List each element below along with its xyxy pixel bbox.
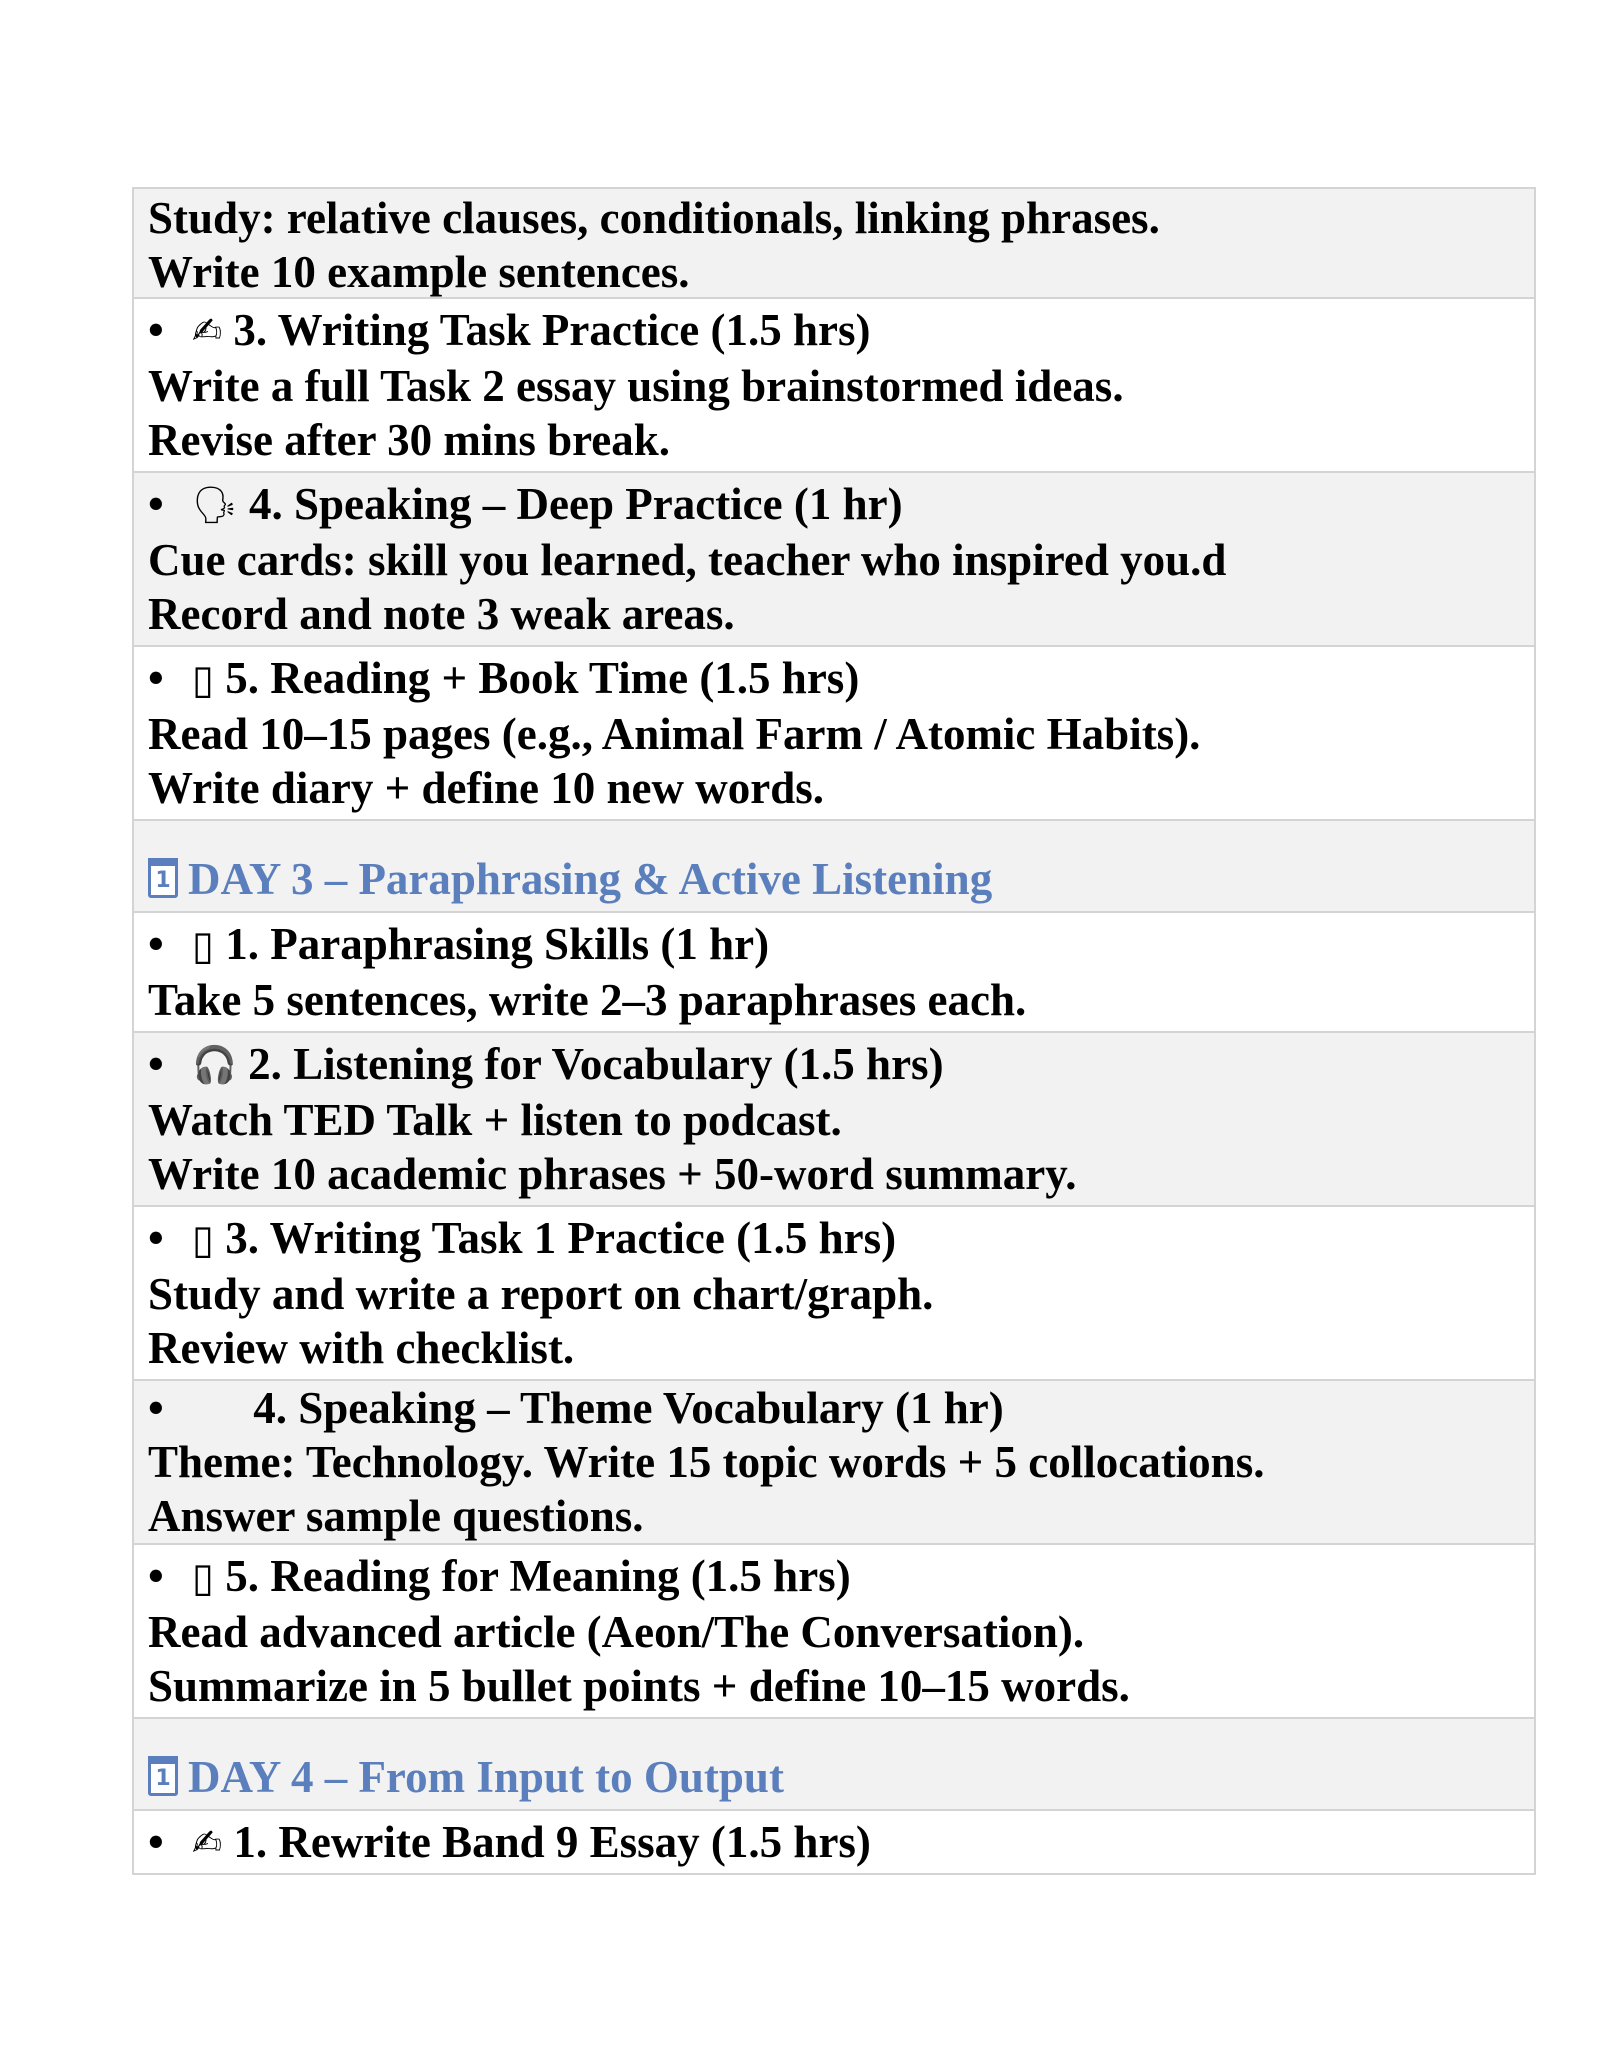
bullet-point: • xyxy=(148,1213,164,1263)
row-heading xyxy=(148,649,1534,707)
speaking-head-icon: 🗣 xyxy=(192,485,238,526)
row-text-line: Read advanced article (Aeon/The Conversation). xyxy=(148,1607,1085,1657)
study-plan-table xyxy=(132,187,1536,1875)
table-row xyxy=(134,189,1534,299)
task-heading: 4. Speaking – Deep Practice (1 hr) xyxy=(248,479,903,529)
day-title: DAY 4 – From Input to Output xyxy=(188,1752,784,1802)
bullet-point: • xyxy=(148,1551,164,1601)
row-heading xyxy=(148,301,1534,359)
day-heading xyxy=(148,1752,784,1802)
writing-hand-icon: ✍ xyxy=(192,1823,223,1864)
table-row xyxy=(134,913,1534,1033)
row-text-line: Write 10 academic phrases + 50-word summary. xyxy=(148,1149,1077,1199)
task-heading: 5. Reading + Book Time (1.5 hrs) xyxy=(225,653,860,703)
headphones-icon: 🎧 xyxy=(192,1045,237,1086)
task-heading: 3. Writing Task Practice (1.5 hrs) xyxy=(233,305,871,355)
row-text-line: Record and note 3 weak areas. xyxy=(148,589,735,639)
table-row xyxy=(134,1811,1534,1875)
day-title: DAY 3 – Paraphrasing & Active Listening xyxy=(188,854,993,904)
row-heading xyxy=(148,1035,1534,1093)
row-heading xyxy=(148,1813,1534,1871)
row-heading xyxy=(148,475,1534,533)
row-text-line: Theme: Technology. Write 15 topic words + 5 collocations. xyxy=(148,1437,1265,1487)
missing-glyph-icon: ▯ xyxy=(192,1555,215,1601)
row-text-line: Watch TED Talk + listen to podcast. xyxy=(148,1095,842,1145)
bullet-point: • xyxy=(148,653,164,703)
task-heading: 4. Speaking – Theme Vocabulary (1 hr) xyxy=(253,1383,1004,1433)
bullet-point: • xyxy=(148,1383,164,1433)
row-text-line: Revise after 30 mins break. xyxy=(148,415,671,465)
day-heading xyxy=(148,854,992,904)
missing-glyph-icon: ▯ xyxy=(192,923,215,969)
row-text-line: Review with checklist. xyxy=(148,1323,575,1373)
row-heading xyxy=(148,1547,1534,1605)
row-text-line: Summarize in 5 bullet points + define 10–15 words. xyxy=(148,1661,1130,1711)
task-heading: 3. Writing Task 1 Practice (1.5 hrs) xyxy=(225,1213,897,1263)
missing-glyph-icon: ▯ xyxy=(192,1217,215,1263)
task-heading: 2. Listening for Vocabulary (1.5 hrs) xyxy=(248,1039,944,1089)
day-header-row xyxy=(134,1719,1534,1811)
table-row xyxy=(134,1381,1534,1545)
writing-hand-icon: ✍ xyxy=(192,311,223,352)
row-text-line: Take 5 sentences, write 2–3 paraphrases each. xyxy=(148,975,1027,1025)
task-heading: 1. Rewrite Band 9 Essay (1.5 hrs) xyxy=(233,1817,871,1867)
table-row xyxy=(134,1033,1534,1207)
bullet-point: • xyxy=(148,919,164,969)
bullet-point: • xyxy=(148,479,164,529)
bullet-point: • xyxy=(148,1817,164,1867)
row-text-line: Study: relative clauses, conditionals, linking phrases. xyxy=(148,193,1160,243)
row-heading xyxy=(148,915,1534,973)
table-row xyxy=(134,1545,1534,1719)
bullet-point: • xyxy=(148,1039,164,1089)
table-row xyxy=(134,299,1534,473)
row-text-line: Write a full Task 2 essay using brainstormed ideas. xyxy=(148,361,1124,411)
day-header-row xyxy=(134,821,1534,913)
table-row xyxy=(134,647,1534,821)
calendar-icon: 1 xyxy=(148,858,178,898)
table-row xyxy=(134,1207,1534,1381)
row-text-line: Write diary + define 10 new words. xyxy=(148,763,825,813)
row-text-line: Study and write a report on chart/graph. xyxy=(148,1269,934,1319)
missing-glyph-icon: ▯ xyxy=(192,657,215,703)
row-heading xyxy=(148,1381,1534,1435)
task-heading: 1. Paraphrasing Skills (1 hr) xyxy=(225,919,770,969)
table-row xyxy=(134,473,1534,647)
calendar-icon: 1 xyxy=(148,1756,178,1796)
row-text-line: Write 10 example sentences. xyxy=(148,247,690,297)
task-heading: 5. Reading for Meaning (1.5 hrs) xyxy=(225,1551,851,1601)
row-text-line: Cue cards: skill you learned, teacher who inspired you.d xyxy=(148,535,1227,585)
bullet-point: • xyxy=(148,305,164,355)
row-heading xyxy=(148,1209,1534,1267)
row-text-line: Read 10–15 pages (e.g., Animal Farm / Atomic Habits). xyxy=(148,709,1201,759)
row-text-line: Answer sample questions. xyxy=(148,1491,644,1541)
